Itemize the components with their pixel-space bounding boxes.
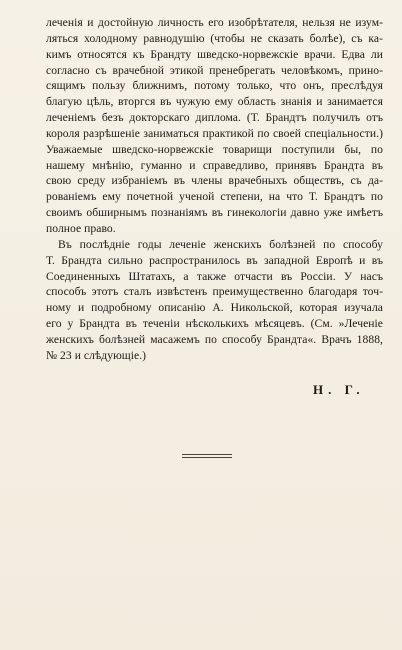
text-line: Соединенныхъ Штатахъ, а также отчасти въ Россіи. У насъ (46, 269, 383, 283)
text-line: леченія и достойную личность его изобрѣтателя, нельзя не изум- (46, 16, 383, 29)
text-line: кимъ относятся къ Брандту шведско-норвежскіе врачи. Едва ли (46, 47, 383, 61)
text-line: ляться холодному равнодушію (чтобы не сказать болѣе), съ ка- (46, 31, 383, 45)
text-line: Уважаемые шведско-норвежскіе товарищи поступили бы, по (46, 142, 383, 156)
text-line: свою среду избраніемъ въ члены врачебныхъ обществъ, съ да- (46, 174, 383, 188)
text-line: Т. Брандта сильно распространилось въ западной Европѣ и въ (46, 253, 383, 267)
text-line: № 23 и слѣдующіе.) (46, 348, 147, 362)
divider-line (182, 457, 232, 458)
author-signature: Н. Г. (313, 382, 365, 397)
text-line: сящимъ пользу ближнимъ, потому только, что онъ, преслѣдуя (46, 79, 383, 93)
divider-line (182, 454, 232, 455)
text-line: рованіемъ ему почетной ученой степени, на что Т. Брандтъ по (46, 190, 383, 204)
text-line: способъ этотъ сталъ извѣстенъ преимущественно благодаря точ- (46, 285, 383, 299)
paragraph-1 (46, 15, 383, 237)
text-line: полное право. (46, 221, 116, 235)
text-line: короля разрѣшеніе заниматься практикой по своей спеціальности.) (46, 126, 383, 140)
text-line: нашему мнѣнію, гуманно и справедливо, принявъ Брандта въ (46, 158, 383, 172)
text-line: его у Брандта въ теченіи нѣсколькихъ мѣсяцевъ. (См. »Леченіе (46, 317, 383, 331)
text-line: своимъ обширнымъ познаніямъ въ гинекологіи давно уже имѣетъ (46, 206, 383, 220)
section-divider (182, 454, 232, 458)
text-line: Въ послѣдніе годы леченіе женскихъ болѣзней по способу (58, 237, 383, 251)
paragraph-2 (46, 237, 383, 364)
body-text (46, 15, 383, 364)
text-line: благую цѣль, вторгся въ чужую ему область знанія и занимается (46, 95, 383, 109)
text-line: согласно съ врачебной этикой пренебрегать человѣкомъ, прино- (46, 63, 383, 77)
text-line: женскихъ болѣзней масажемъ по способу Брандта«. Врачъ 1888, (46, 332, 383, 346)
text-line: ному и подробному описанію А. Никольской, которая изучала (46, 301, 383, 315)
text-line: леченіемъ безъ докторскаго диплома. (Т. Брандтъ получилъ отъ (46, 111, 383, 125)
